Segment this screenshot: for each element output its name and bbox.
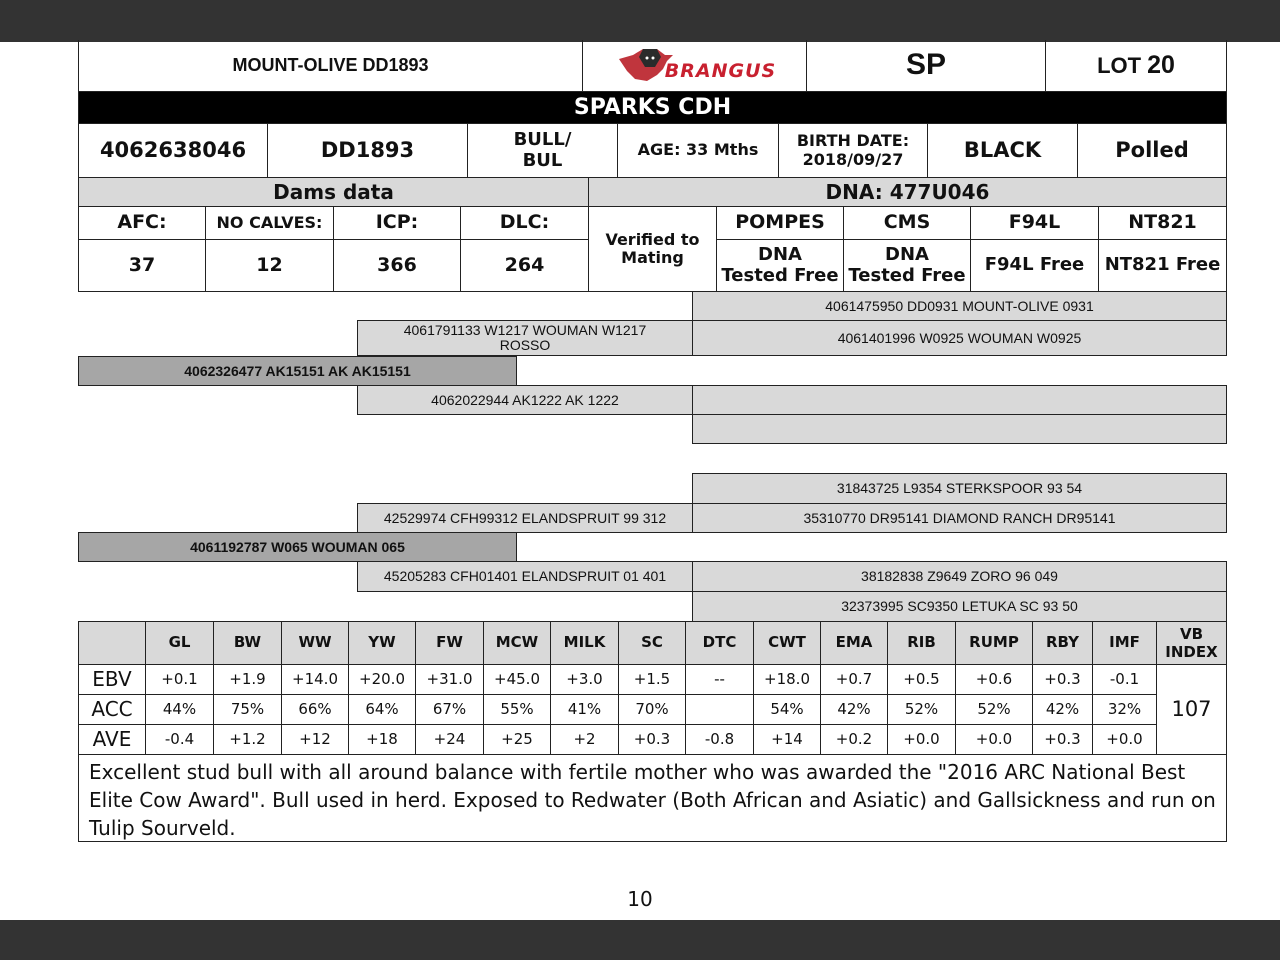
vb-index-value: 107: [1156, 664, 1227, 755]
row-label-ebv: EBV: [78, 664, 146, 695]
ebv-header-rump: RUMP: [955, 621, 1033, 665]
ave-cell: +0.0: [1092, 724, 1157, 755]
ave-cell: +0.0: [955, 724, 1033, 755]
animal-name-top: [78, 40, 583, 92]
dlc-value: 264: [460, 239, 589, 292]
logo-text: BRANGUS: [664, 59, 777, 82]
reg-number: 4062638046: [78, 123, 268, 178]
ebv-header-rib: RIB: [887, 621, 956, 665]
pedigree-sire-dam: 4062022944 AK1222 AK 1222: [357, 385, 693, 415]
ebv-cell: +20.0: [348, 664, 416, 695]
verified-to-mating: Verified to Mating: [588, 206, 717, 292]
ebv-header-sc: SC: [618, 621, 686, 665]
age: AGE: 33 Mths: [617, 123, 779, 178]
ave-cell: +18: [348, 724, 416, 755]
pedigree-sire-sire-dam: 4061401996 W0925 WOUMAN W0925: [692, 320, 1227, 356]
pedigree-sire-dam-sire: [692, 385, 1227, 415]
animal-comment: Excellent stud bull with all around balance with fertile mother who was awarded the "2016 ARC National Best Elite Cow Award". Bull used in herd. Exposed to Redwater (Both African and Asiatic) and Gallsickness and run on Tulip Sourveld.: [78, 754, 1227, 842]
sex: BULL/ BUL: [467, 123, 618, 178]
ebv-cell: +1.9: [213, 664, 282, 695]
acc-cell: 44%: [145, 694, 214, 725]
ebv-header-vb-index: VB INDEX: [1156, 621, 1227, 665]
viewer-top-bar: [0, 0, 1280, 42]
ave-cell: +25: [483, 724, 551, 755]
acc-cell: 52%: [887, 694, 956, 725]
pedigree-dam-sire: 42529974 CFH99312 ELANDSPRUIT 99 312: [357, 503, 693, 533]
pedigree-sire-dam-dam: [692, 414, 1227, 444]
ebv-cell: +0.6: [955, 664, 1033, 695]
code-text: SP: [905, 48, 947, 82]
horn-status: Polled: [1077, 123, 1227, 178]
f94l-result: F94L Free: [970, 239, 1099, 292]
ave-cell: +0.2: [820, 724, 888, 755]
ave-cell: +0.3: [618, 724, 686, 755]
ebv-header-fw: FW: [415, 621, 484, 665]
no-calves-header: NO CALVES:: [205, 206, 334, 240]
ebv-cell: -0.1: [1092, 664, 1157, 695]
code-cell: [806, 40, 1046, 92]
no-calves-value: 12: [205, 239, 334, 292]
ebv-cell: +45.0: [483, 664, 551, 695]
ebv-cell: +0.7: [820, 664, 888, 695]
ebv-header-gl: GL: [145, 621, 214, 665]
acc-cell: 54%: [753, 694, 821, 725]
acc-cell: [685, 694, 754, 725]
acc-cell: 42%: [1032, 694, 1093, 725]
animal-title-bar: [78, 91, 1227, 124]
ebv-header-cwt: CWT: [753, 621, 821, 665]
nt821-result: NT821 Free: [1098, 239, 1227, 292]
pedigree-sire: 4062326477 AK15151 AK AK15151: [78, 356, 517, 386]
ave-cell: +0.3: [1032, 724, 1093, 755]
acc-cell: 52%: [955, 694, 1033, 725]
acc-cell: 41%: [550, 694, 619, 725]
ebv-corner-cell: [78, 621, 146, 665]
dlc-header: DLC:: [460, 206, 589, 240]
nt821-header: NT821: [1098, 206, 1227, 240]
cms-header: CMS: [843, 206, 971, 240]
pedigree-sire-sire-sire: 4061475950 DD0931 MOUNT-OLIVE 0931: [692, 291, 1227, 321]
page-number: 10: [627, 887, 653, 911]
ebv-cell: --: [685, 664, 754, 695]
birth-date: BIRTH DATE: 2018/09/27: [778, 123, 928, 178]
acc-cell: 32%: [1092, 694, 1157, 725]
afc-header: AFC:: [78, 206, 206, 240]
f94l-header: F94L: [970, 206, 1099, 240]
ebv-header-mcw: MCW: [483, 621, 551, 665]
pedigree-dam-dam-dam: 32373995 SC9350 LETUKA SC 93 50: [692, 591, 1227, 622]
ebv-cell: +31.0: [415, 664, 484, 695]
animal-name-top-text: MOUNT-OLIVE DD1893: [232, 55, 429, 76]
dna-heading: DNA: 477U046: [588, 177, 1227, 207]
ebv-header-ww: WW: [281, 621, 349, 665]
animal-title: SPARKS CDH: [573, 94, 732, 120]
ave-cell: +24: [415, 724, 484, 755]
acc-cell: 75%: [213, 694, 282, 725]
acc-cell: 70%: [618, 694, 686, 725]
ebv-cell: +0.5: [887, 664, 956, 695]
icp-value: 366: [333, 239, 461, 292]
ebv-header-bw: BW: [213, 621, 282, 665]
pompes-header: POMPES: [716, 206, 844, 240]
ebv-cell: +3.0: [550, 664, 619, 695]
ave-cell: +12: [281, 724, 349, 755]
acc-cell: 66%: [281, 694, 349, 725]
ave-cell: +14: [753, 724, 821, 755]
pedigree-dam-dam: 45205283 CFH01401 ELANDSPRUIT 01 401: [357, 561, 693, 592]
colour: BLACK: [927, 123, 1078, 178]
ebv-cell: +14.0: [281, 664, 349, 695]
pedigree-dam-sire-sire: 31843725 L9354 STERKSPOOR 93 54: [692, 473, 1227, 504]
row-label-ave: AVE: [78, 724, 146, 755]
lot-cell: [1045, 40, 1227, 92]
row-label-acc: ACC: [78, 694, 146, 725]
pedigree-dam-sire-dam: 35310770 DR95141 DIAMOND RANCH DR95141: [692, 503, 1227, 533]
brangus-logo: [582, 40, 807, 92]
ave-cell: +0.0: [887, 724, 956, 755]
lot-number: 20: [1147, 51, 1175, 80]
ebv-header-milk: MILK: [550, 621, 619, 665]
ave-cell: -0.4: [145, 724, 214, 755]
tag-number: DD1893: [267, 123, 468, 178]
afc-value: 37: [78, 239, 206, 292]
ebv-header-yw: YW: [348, 621, 416, 665]
acc-cell: 42%: [820, 694, 888, 725]
ebv-header-imf: IMF: [1092, 621, 1157, 665]
ebv-header-ema: EMA: [820, 621, 888, 665]
ave-cell: -0.8: [685, 724, 754, 755]
pedigree-sire-sire: 4061791133 W1217 WOUMAN W1217 ROSSO: [357, 320, 693, 356]
ebv-cell: +0.1: [145, 664, 214, 695]
pompes-result: DNA Tested Free: [716, 239, 844, 292]
ebv-header-rby: RBY: [1032, 621, 1093, 665]
ebv-cell: +1.5: [618, 664, 686, 695]
dams-heading: Dams data: [78, 177, 589, 207]
lot-prefix: LOT: [1097, 52, 1142, 78]
acc-cell: 67%: [415, 694, 484, 725]
ave-cell: +2: [550, 724, 619, 755]
pedigree-dam: 4061192787 W065 WOUMAN 065: [78, 532, 517, 562]
acc-cell: 64%: [348, 694, 416, 725]
cms-result: DNA Tested Free: [843, 239, 971, 292]
pedigree-dam-dam-sire: 38182838 Z9649 ZORO 96 049: [692, 561, 1227, 592]
ave-cell: +1.2: [213, 724, 282, 755]
ebv-header-dtc: DTC: [685, 621, 754, 665]
acc-cell: 55%: [483, 694, 551, 725]
viewer-bottom-bar: [0, 920, 1280, 960]
ebv-cell: +18.0: [753, 664, 821, 695]
ebv-cell: +0.3: [1032, 664, 1093, 695]
icp-header: ICP:: [333, 206, 461, 240]
